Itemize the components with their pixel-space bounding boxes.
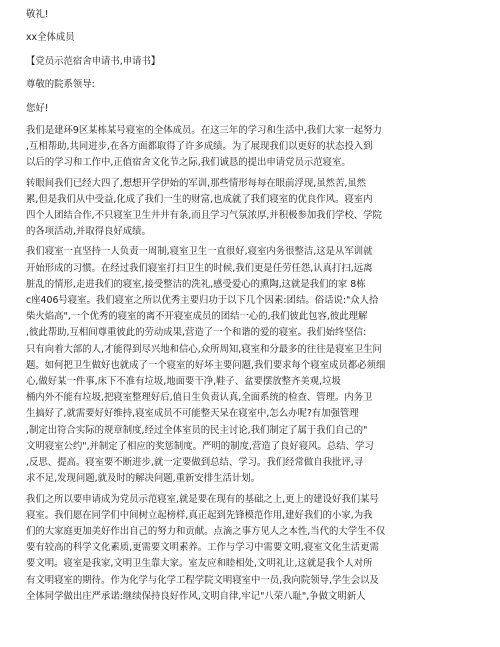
paragraph-line: 转眼间我们已经大四了,想想开学伊始的军训,那些情形每每在眼前浮现,虽然苦,虽然	[26, 177, 367, 189]
paragraph-2	[26, 176, 474, 241]
closing-greeting: 敬礼!	[26, 9, 49, 20]
paragraph-line: 们的大家庭更加美好作出自己的努力和贡献。点滴之事方见人之本性,当代的大学生不仅	[26, 525, 386, 537]
paragraph-line: ,制定出符合实际的规章制度,经过全体室员的民主讨论,我们制定了属于我们自己的"	[26, 424, 368, 436]
paragraph-4	[26, 492, 474, 605]
paragraph-line: 柴火焰高",一个优秀的寝室的离不开寝室成员的团结一心的,我们彼此包容,彼此理解	[26, 311, 368, 323]
paragraph-line: 桶内外不能有垃圾,把寝室整理好后,值日生负责认真,全面系统的检查、管理。内务卫	[26, 392, 373, 404]
paragraph-line: c座406号寝室。我们寝室之所以优秀主要归功于以下几个因素:团结。俗话说:"众人拾	[26, 295, 379, 307]
paragraph-1	[26, 123, 474, 172]
paragraph-line: 寝室。我们愿在同学们中间树立起榜样,真正起到先锋模范作用,建好我们的小家,为我	[26, 509, 373, 521]
paragraph-line: 求不足,发现问题,就及时的解决问题,重新安排生活计划。	[26, 473, 260, 485]
paragraph-line: 开始形成的习惯。在经过我们寝室打扫卫生的时候,我们更是任劳任怨,认真打扫,远离	[26, 262, 373, 274]
paragraph-line: ,反思、提高。寝室要不断进步,就一定要做到总结、学习。我们经常做自我批评,寻	[26, 457, 364, 469]
paragraph-line: 文明寝室公约",并制定了相应的奖惩制度。严明的制度,营造了良好寝风。总结、学习	[26, 440, 374, 452]
paragraph-line: ,彼此帮助,互相间尊重彼此的劳动成果,营造了一个和谐的爱的寝室。我们始终坚信:	[26, 327, 367, 339]
paragraph-line: 的各项活动,并取得良好成绩。	[26, 226, 151, 238]
paragraph-line: 累,但是我们从中受益,化成了我们一生的财富,也成就了我们寝室的优良作风。寝室内	[26, 193, 373, 205]
paragraph-line: 心,做好某一件事,床下不准有垃圾,地面要干净,鞋子、盆要摆放整齐美观,垃圾	[26, 376, 341, 388]
paragraph-line: 题。如何把卫生做好也就成了一个寝室的好坏主要问题,我们要求每个寝室成员都必须细	[26, 359, 386, 371]
paragraph-line: 脏乱的情形,走进我们的寝室,接受整洁的洗礼,感受爱心的熏陶,这就是我们的家 8栋	[26, 278, 366, 290]
document-title: 【党员示范宿舍申请书,申请书】	[26, 55, 161, 67]
paragraph-line: ,互相帮助,共同进步,在各方面都取得了许多成绩。为了展现我们以更好的状态投入到	[26, 141, 373, 153]
paragraph-line: 只有向着大部的人,才能得到尽兴地和信心,众所周知,寝室和分最多的往往是寝室卫生问	[26, 343, 382, 355]
paragraph-line: 我们是建环9区某栋某号寝室的全体成员。在这三年的学习和生活中,我们大家一起努力	[26, 125, 382, 137]
paragraph-line: 要有较高的科学文化素质,更需要文明素养。工作与学习中需要文明,寝室文化生活更需	[26, 542, 379, 554]
paragraph-line: 生搞好了,就需要好好维持,寝室成员不可能整天呆在寝室中,怎么办呢?有加强管理	[26, 408, 359, 420]
signer: xx全体成员	[26, 32, 75, 44]
paragraph-line: 有文明寝室的期待。作为化学与化学工程学院文明寝室中一员,我向院领导,学生会以及	[26, 574, 379, 586]
salutation: 尊敬的院系领导:	[26, 79, 95, 91]
paragraph-line: 以后的学习和工作中,正值宿舍文化节之际,我们诚恳的提出申请党员示范寝室。	[26, 157, 351, 169]
paragraph-line: 我们之所以要申请成为党员示范寝室,就是要在现有的基础之上,更上的建设好我们某号	[26, 493, 379, 505]
paragraph-3	[26, 244, 474, 487]
hello-line: 您好!	[26, 102, 49, 114]
paragraph-line: 全体同学做出庄严承诺:继续保持良好作风,文明自律,牢记"八荣八耻",争做文明新人	[26, 590, 366, 602]
paragraph-line: 要文明。寝室是我家,文明卫生靠大家。室友应和睦相处,文明礼让,这就是我个人对所	[26, 558, 373, 570]
paragraph-line: 我们寝室一直坚持一人负责一周制,寝室卫生一直很好,寝室内务很整洁,这是从军训就	[26, 246, 373, 258]
paragraph-line: 四个人团结合作,不只寝室卫生井井有条,而且学习气氛浓厚,并积极参加我们学校、学院	[26, 210, 382, 222]
